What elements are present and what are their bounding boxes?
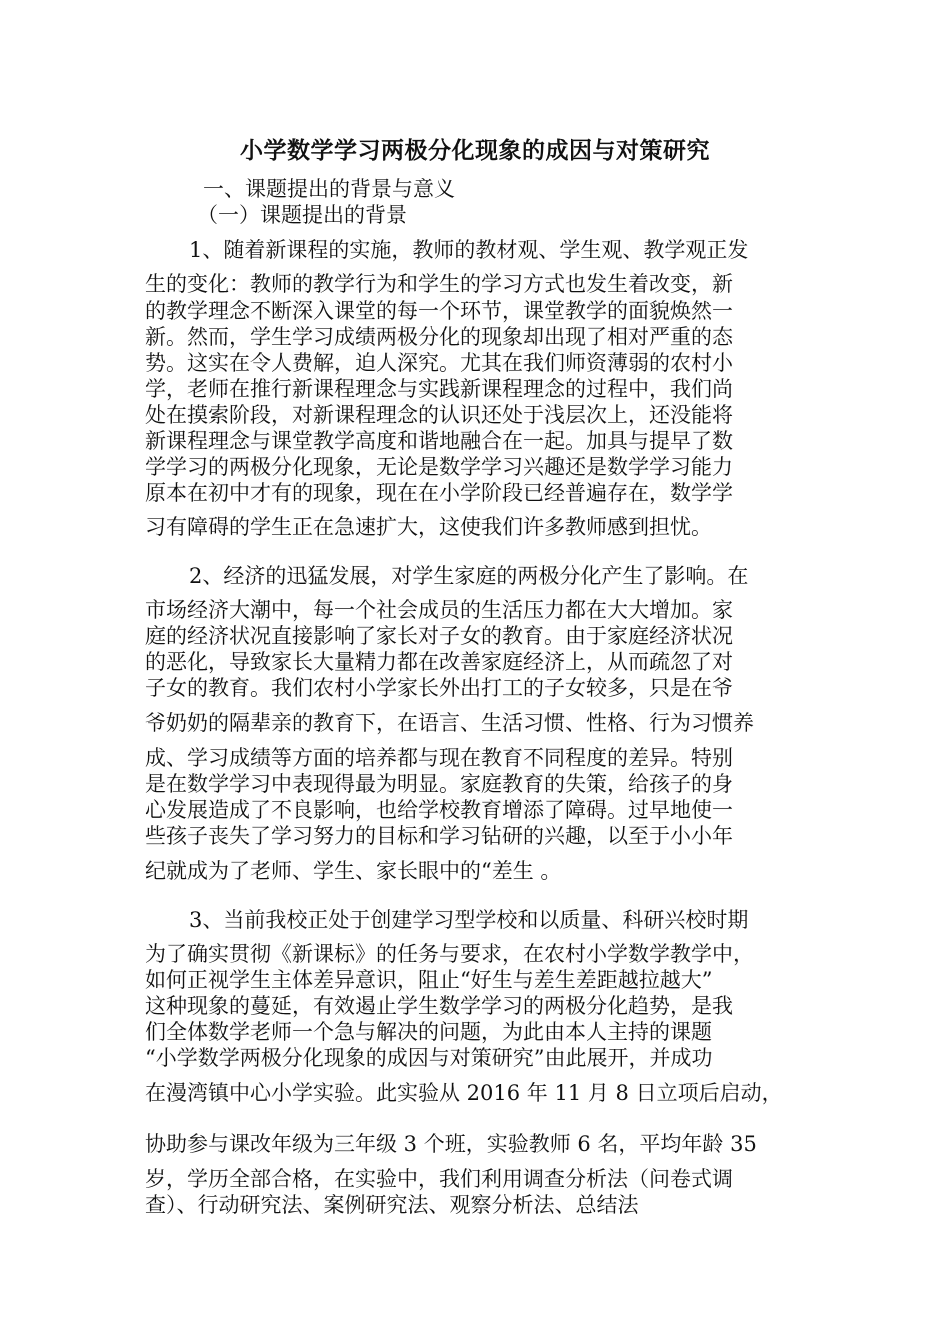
paragraph-3-line: 岁，学历全部合格，在实验中，我们利用调查分析法（问卷式调 bbox=[145, 1167, 733, 1191]
paragraph-1-line: 势。这实在令人费解，迫人深究。尤其在我们师资薄弱的农村小 bbox=[145, 351, 733, 375]
paragraph-3-line: 在漫湾镇中心小学实验。此实验从 2016 年 11 月 8 日立项后启动， bbox=[145, 1081, 783, 1105]
paragraph-1-line: 原本在初中才有的现象，现在在小学阶段已经普遍存在，数学学 bbox=[145, 481, 733, 505]
paragraph-2-line: 些孩子丧失了学习努力的目标和学习钻研的兴趣，以至于小小年 bbox=[145, 824, 733, 848]
paragraph-3-line: 如何正视学生主体差异意识，阻止“好生与差生差距越拉越大” bbox=[145, 968, 713, 992]
paragraph-2-line: 爷奶奶的隔辈亲的教育下，在语言、生活习惯、性格、行为习惯养 bbox=[145, 711, 754, 735]
paragraph-2-line: 2、经济的迅猛发展，对学生家庭的两极分化产生了影响。在 bbox=[189, 564, 749, 588]
paragraph-3-line: “小学数学两极分化现象的成因与对策研究”由此展开，并成功 bbox=[145, 1046, 713, 1070]
section-heading: 一、课题提出的背景与意义 bbox=[203, 177, 455, 201]
paragraph-3-line: 3、当前我校正处于创建学习型学校和以质量、科研兴校时期 bbox=[189, 908, 749, 932]
paragraph-2-line: 纪就成为了老师、学生、家长眼中的“差生 。 bbox=[145, 859, 562, 883]
paragraph-2-line: 成、学习成绩等方面的培养都与现在教育不同程度的差异。特别 bbox=[145, 746, 733, 770]
paragraph-1-line: 习有障碍的学生正在急速扩大，这使我们许多教师感到担忧。 bbox=[145, 515, 712, 539]
paragraph-1-line: 学，老师在推行新课程理念与实践新课程理念的过程中，我们尚 bbox=[145, 377, 733, 401]
paragraph-3-line: 为了确实贯彻《新课标》的任务与要求，在农村小学数学教学中， bbox=[145, 942, 754, 966]
paragraph-2-line: 子女的教育。我们农村小学家长外出打工的子女较多，只是在爷 bbox=[145, 676, 733, 700]
document-title: 小学数学学习两极分化现象的成因与对策研究 bbox=[240, 137, 710, 164]
paragraph-3-line: 这种现象的蔓延，有效遏止学生数学学习的两极分化趋势，是我 bbox=[145, 994, 733, 1018]
paragraph-1-line: 处在摸索阶段，对新课程理念的认识还处于浅层次上，还没能将 bbox=[145, 403, 733, 427]
paragraph-3-line: 查）、行动研究法、案例研究法、观察分析法、总结法 bbox=[145, 1193, 639, 1217]
paragraph-1-line: 新。然而，学生学习成绩两极分化的现象却出现了相对严重的态 bbox=[145, 325, 733, 349]
paragraph-1-line: 学学习的两极分化现象，无论是数学学习兴趣还是数学学习能力 bbox=[145, 455, 733, 479]
paragraph-3-line: 们全体数学老师一个急与解决的问题，为此由本人主持的课题 bbox=[145, 1020, 712, 1044]
paragraph-2-line: 的恶化，导致家长大量精力都在改善家庭经济上，从而疏忽了对 bbox=[145, 650, 733, 674]
paragraph-1-line: 生的变化：教师的教学行为和学生的学习方式也发生着改变，新 bbox=[145, 272, 733, 296]
subsection-heading: （一）课题提出的背景 bbox=[197, 203, 407, 227]
paragraph-1-line: 1、随着新课程的实施，教师的教材观、学生观、教学观正发 bbox=[189, 238, 749, 262]
paragraph-1-line: 新课程理念与课堂教学高度和谐地融合在一起。加具与提早了数 bbox=[145, 429, 733, 453]
paragraph-1-line: 的教学理念不断深入课堂的每一个环节，课堂教学的面貌焕然一 bbox=[145, 299, 733, 323]
paragraph-2-line: 是在数学学习中表现得最为明显。家庭教育的失策，给孩子的身 bbox=[145, 772, 733, 796]
paragraph-2-line: 庭的经济状况直接影响了家长对子女的教育。由于家庭经济状况 bbox=[145, 624, 733, 648]
paragraph-2-line: 市场经济大潮中，每一个社会成员的生活压力都在大大增加。家 bbox=[145, 598, 733, 622]
paragraph-2-line: 心发展造成了不良影响，也给学校教育增添了障碍。过早地使一 bbox=[145, 798, 733, 822]
paragraph-3-line: 协助参与课改年级为三年级 3 个班，实验教师 6 名，平均年龄 35 bbox=[145, 1132, 757, 1156]
